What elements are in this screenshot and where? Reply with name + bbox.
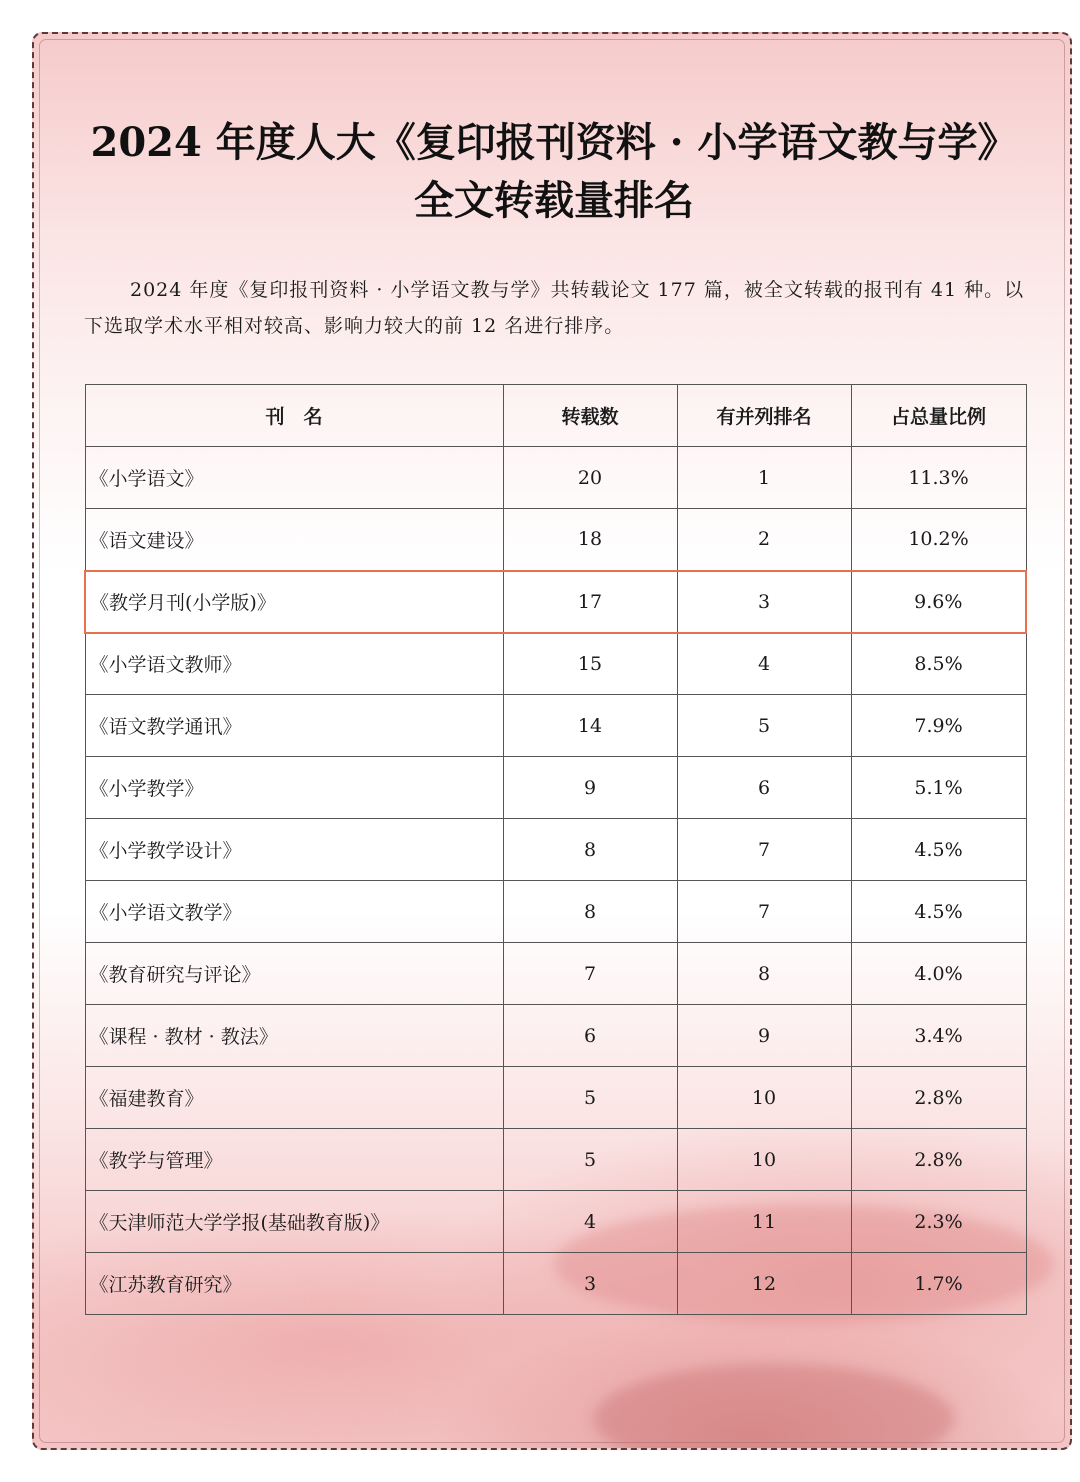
page-title bbox=[34, 114, 1072, 230]
cell-ratio: 9.6% bbox=[851, 571, 1026, 633]
cell-ratio: 2.8% bbox=[851, 1067, 1026, 1129]
cell-rank: 9 bbox=[677, 1005, 851, 1067]
header-reprint-count: 转载数 bbox=[503, 385, 677, 447]
cell-reprint-count: 14 bbox=[503, 695, 677, 757]
cell-ratio: 2.8% bbox=[851, 1129, 1026, 1191]
cell-journal-name: 《江苏教育研究》 bbox=[85, 1253, 503, 1315]
cell-ratio: 4.5% bbox=[851, 881, 1026, 943]
intro-paragraph: 2024 年度《复印报刊资料 · 小学语文教与学》共转载论文 177 篇，被全文转载的报刊有 41 种。以下选取学术水平相对较高、影响力较大的前 12 名进行排序。 bbox=[84, 279, 1025, 337]
decorative-hill bbox=[594, 1364, 954, 1450]
ranking-table-wrapper bbox=[84, 384, 1025, 1315]
cell-rank: 7 bbox=[677, 881, 851, 943]
cell-rank: 4 bbox=[677, 633, 851, 695]
cell-journal-name: 《小学教学设计》 bbox=[85, 819, 503, 881]
cell-reprint-count: 6 bbox=[503, 1005, 677, 1067]
page-title-line-1: 2024 年度人大《复印报刊资料 · 小学语文教与学》 bbox=[90, 119, 1018, 166]
cell-reprint-count: 18 bbox=[503, 509, 677, 571]
cell-journal-name: 《语文教学通讯》 bbox=[85, 695, 503, 757]
cell-ratio: 4.0% bbox=[851, 943, 1026, 1005]
cell-rank: 11 bbox=[677, 1191, 851, 1253]
table-row bbox=[85, 509, 1026, 571]
header-ratio: 占总量比例 bbox=[851, 385, 1026, 447]
header-rank: 有并列排名 bbox=[677, 385, 851, 447]
cell-rank: 12 bbox=[677, 1253, 851, 1315]
table-row bbox=[85, 1129, 1026, 1191]
cell-journal-name: 《小学语文》 bbox=[85, 447, 503, 509]
cell-rank: 3 bbox=[677, 571, 851, 633]
table-row bbox=[85, 447, 1026, 509]
header-journal-name: 刊 名 bbox=[85, 385, 503, 447]
cell-ratio: 11.3% bbox=[851, 447, 1026, 509]
cell-ratio: 2.3% bbox=[851, 1191, 1026, 1253]
cell-reprint-count: 17 bbox=[503, 571, 677, 633]
table-row bbox=[85, 1067, 1026, 1129]
cell-journal-name: 《语文建设》 bbox=[85, 509, 503, 571]
cell-ratio: 3.4% bbox=[851, 1005, 1026, 1067]
cell-ratio: 4.5% bbox=[851, 819, 1026, 881]
table-row-highlighted bbox=[85, 571, 1026, 633]
cell-rank: 5 bbox=[677, 695, 851, 757]
cell-reprint-count: 8 bbox=[503, 881, 677, 943]
table-row bbox=[85, 819, 1026, 881]
ranking-table bbox=[84, 384, 1027, 1315]
table-row bbox=[85, 881, 1026, 943]
page-title-line-2: 全文转载量排名 bbox=[414, 177, 694, 224]
cell-journal-name: 《小学教学》 bbox=[85, 757, 503, 819]
cell-reprint-count: 20 bbox=[503, 447, 677, 509]
cell-reprint-count: 15 bbox=[503, 633, 677, 695]
cell-ratio: 10.2% bbox=[851, 509, 1026, 571]
cell-journal-name: 《教学与管理》 bbox=[85, 1129, 503, 1191]
page-frame bbox=[32, 32, 1072, 1450]
cell-reprint-count: 7 bbox=[503, 943, 677, 1005]
cell-rank: 10 bbox=[677, 1129, 851, 1191]
table-row bbox=[85, 943, 1026, 1005]
table-row bbox=[85, 1253, 1026, 1315]
cell-rank: 10 bbox=[677, 1067, 851, 1129]
cell-ratio: 5.1% bbox=[851, 757, 1026, 819]
cell-reprint-count: 3 bbox=[503, 1253, 677, 1315]
table-row bbox=[85, 757, 1026, 819]
cell-ratio: 8.5% bbox=[851, 633, 1026, 695]
cell-rank: 1 bbox=[677, 447, 851, 509]
table-header-row bbox=[85, 385, 1026, 447]
cell-rank: 8 bbox=[677, 943, 851, 1005]
cell-rank: 7 bbox=[677, 819, 851, 881]
cell-journal-name: 《天津师范大学学报(基础教育版)》 bbox=[85, 1191, 503, 1253]
table-row bbox=[85, 1005, 1026, 1067]
cell-rank: 6 bbox=[677, 757, 851, 819]
cell-ratio: 1.7% bbox=[851, 1253, 1026, 1315]
cell-ratio: 7.9% bbox=[851, 695, 1026, 757]
cell-reprint-count: 5 bbox=[503, 1067, 677, 1129]
cell-journal-name: 《教育研究与评论》 bbox=[85, 943, 503, 1005]
table-row bbox=[85, 1191, 1026, 1253]
cell-reprint-count: 5 bbox=[503, 1129, 677, 1191]
table-body bbox=[85, 447, 1026, 1315]
table-row bbox=[85, 633, 1026, 695]
table-row bbox=[85, 695, 1026, 757]
cell-journal-name: 《小学语文教师》 bbox=[85, 633, 503, 695]
cell-reprint-count: 4 bbox=[503, 1191, 677, 1253]
cell-journal-name: 《小学语文教学》 bbox=[85, 881, 503, 943]
cell-journal-name: 《福建教育》 bbox=[85, 1067, 503, 1129]
cell-reprint-count: 9 bbox=[503, 757, 677, 819]
cell-reprint-count: 8 bbox=[503, 819, 677, 881]
cell-journal-name: 《课程 · 教材 · 教法》 bbox=[85, 1005, 503, 1067]
cell-journal-name: 《教学月刊(小学版)》 bbox=[85, 571, 503, 633]
cell-rank: 2 bbox=[677, 509, 851, 571]
